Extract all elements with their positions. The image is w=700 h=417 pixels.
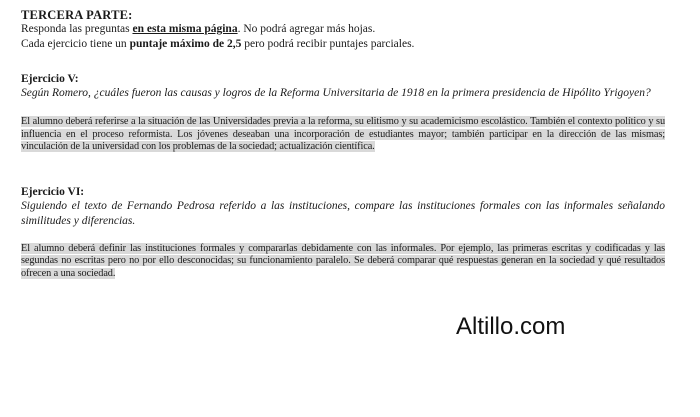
instruction-text: . No podrá agregar más hojas. xyxy=(237,23,376,35)
highlighted-answer-text: El alumno deberá referirse a la situación de las Universidades previa a la reforma, su elitismo y su academicismo escolástico. También el contexto político y su influencia en el proceso reformista. Los jóvenes deseaban una incorporación de estudiantes mayor; también participar en la dirección de las mismas; vinculación de la universidad con los problemas de la sociedad; actualización científica. xyxy=(21,116,665,153)
exercise-answer xyxy=(21,243,665,281)
exercise-5 xyxy=(21,72,665,154)
exercise-question: Siguiendo el texto de Fernando Pedrosa referido a las instituciones, compare las instituciones formales con las informales señalando similitudes y diferencias. xyxy=(21,199,665,227)
exercise-title: Ejercicio VI: xyxy=(21,185,85,198)
instruction-text: pero podrá recibir puntajes parciales. xyxy=(241,38,415,50)
instruction-line-2 xyxy=(21,37,665,52)
exercise-title: Ejercicio V: xyxy=(21,73,79,85)
instruction-text: Responda las preguntas xyxy=(21,23,133,35)
exam-page xyxy=(21,8,665,281)
exercise-6 xyxy=(21,185,665,281)
instruction-emphasis: puntaje máximo de 2,5 xyxy=(129,38,242,50)
part-title: TERCERA PARTE: xyxy=(21,8,133,22)
instructions xyxy=(21,22,665,52)
site-watermark: Altillo.com xyxy=(456,313,566,340)
instruction-text: Cada ejercicio tiene un xyxy=(21,38,130,50)
exercise-question: Según Romero, ¿cuáles fueron las causas y logros de la Reforma Universitaria de 1918 en la primera presidencia de Hipólito Yrigoyen? xyxy=(21,87,651,99)
instruction-emphasis: en esta misma página xyxy=(132,23,238,35)
exercise-answer xyxy=(21,116,665,154)
highlighted-answer-text: El alumno deberá definir las instituciones formales y compararlas debidamente con las informales. Por ejemplo, las primeras escritas y codificadas y las segundas no escritas pero no por ello desconocidas; su funcionamiento paralelo. Se deberá comparar qué respuestas generan en la sociedad y qué resultados ofrecen a una sociedad. xyxy=(21,242,665,279)
instruction-line-1 xyxy=(21,22,665,37)
